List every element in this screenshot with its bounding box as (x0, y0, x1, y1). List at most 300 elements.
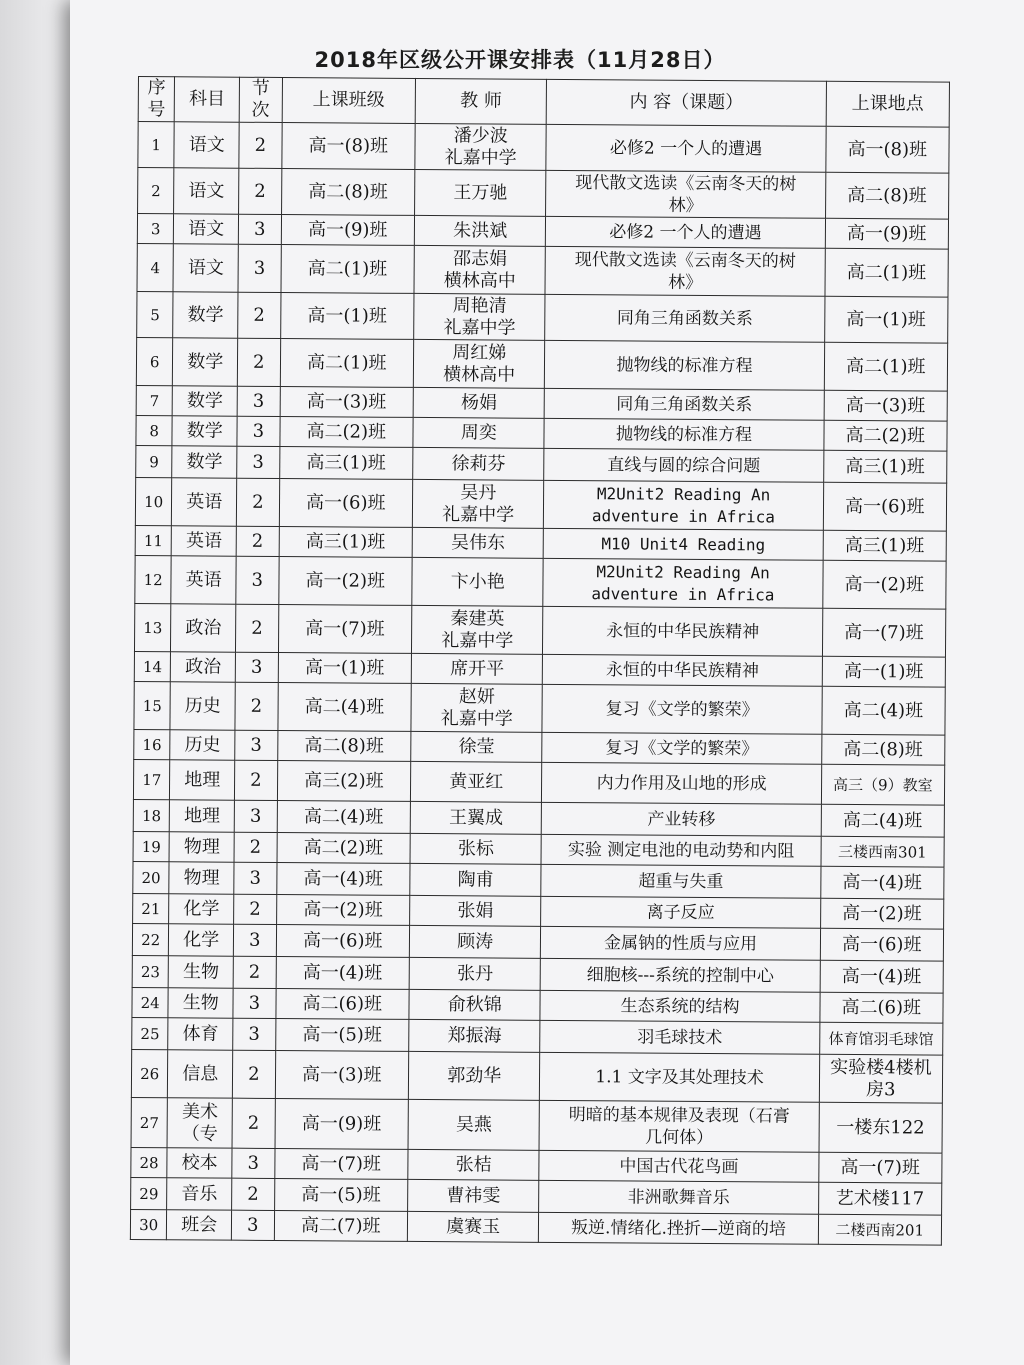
table-row (134, 603, 945, 657)
cell-class (280, 338, 414, 387)
topic-text-line2: adventure in Africa (591, 583, 775, 604)
period-text: 3 (249, 805, 262, 827)
cell-topic (542, 684, 821, 734)
cell-no (134, 729, 171, 759)
period-text: 3 (248, 929, 261, 951)
subject-text: 音乐 (181, 1182, 218, 1205)
cell-class (277, 730, 411, 761)
cell-period (235, 760, 278, 800)
location-text: 高二(1)班 (845, 355, 926, 378)
table-row (138, 122, 949, 174)
cell-subject (172, 446, 237, 478)
cell-topic (541, 864, 820, 898)
teacher-name: 吴燕 (455, 1113, 493, 1135)
cell-class (276, 924, 410, 957)
subject-text: 数学 (187, 350, 224, 373)
topic-text: M2Unit2 Reading An (596, 483, 771, 504)
period-text: 3 (247, 1214, 259, 1236)
cell-class (279, 416, 413, 447)
cell-period (236, 526, 279, 556)
period-text: 3 (248, 1023, 260, 1045)
cell-location (824, 342, 948, 391)
teacher-name: 徐莹 (458, 735, 495, 758)
class-text: 高二(4)班 (303, 805, 384, 828)
period-text: 2 (253, 304, 265, 326)
table-row (137, 291, 948, 343)
class-text: 高二(7)班 (300, 1214, 381, 1237)
subject-text: 生物 (182, 960, 220, 983)
class-text: 高二(2)班 (306, 420, 387, 443)
subject-text: 历史 (184, 733, 221, 756)
teacher-name: 杨娟 (460, 391, 498, 414)
cell-period (232, 1178, 275, 1210)
cell-teacher (412, 557, 544, 606)
cell-topic (541, 958, 820, 992)
row-number: 7 (149, 391, 160, 410)
cell-topic (541, 896, 820, 928)
row-number: 29 (139, 1184, 159, 1203)
cell-topic (546, 170, 825, 218)
class-text: 高一(6)班 (306, 491, 386, 514)
location-text: 高二(8)班 (847, 184, 927, 207)
cell-subject (174, 214, 239, 244)
cell-no (136, 415, 173, 445)
topic-text: 复习《文学的繁荣》 (605, 698, 759, 720)
class-text: 高二(4)班 (304, 695, 385, 718)
cell-class (274, 1148, 408, 1179)
cell-class (279, 446, 413, 479)
class-text: 高一(5)班 (301, 1183, 381, 1206)
teacher-name: 潘少波 (453, 124, 508, 147)
cell-period (232, 1050, 275, 1098)
period-text: 2 (247, 1183, 259, 1205)
header-row (138, 77, 949, 128)
cell-subject (173, 386, 238, 416)
location-text: 高一(6)班 (844, 495, 925, 518)
cell-teacher (411, 731, 543, 762)
topic-text: 金属钠的性质与应用 (603, 932, 758, 954)
topic-text: 必修2 一个人的遭遇 (609, 137, 763, 159)
cell-topic (542, 762, 821, 804)
topic-text-line2: 几何体） (645, 1127, 714, 1148)
topic-text: 抛物线的标准方程 (616, 354, 753, 376)
topic-text: 叛逆.情绪化.挫折—逆商的培 (571, 1217, 786, 1240)
class-text: 高二(6)班 (302, 992, 383, 1015)
cell-period (236, 478, 279, 526)
cell-topic (544, 528, 823, 560)
cell-period (237, 338, 280, 386)
location-text: 高一(4)班 (842, 871, 922, 893)
table-row (135, 477, 946, 531)
teacher-school: 礼嘉中学 (442, 503, 515, 526)
class-text: 高一(2)班 (303, 898, 383, 921)
location-text: 高二(1)班 (846, 261, 927, 284)
cell-topic (544, 448, 823, 482)
cell-period (234, 894, 277, 924)
row-number: 21 (141, 899, 161, 918)
row-number: 14 (142, 657, 163, 676)
row-number: 12 (143, 570, 163, 589)
topic-text: 同角三角函数关系 (616, 307, 753, 329)
class-text: 高一(1)班 (307, 304, 387, 327)
cell-location (820, 960, 944, 993)
cell-teacher (413, 339, 545, 388)
location-text: 高二(8)班 (843, 738, 923, 760)
cell-teacher (415, 169, 547, 216)
cell-topic (542, 802, 821, 836)
cell-location (821, 836, 945, 867)
subject-text: 美术 (181, 1100, 219, 1123)
cell-location (823, 420, 947, 451)
table-row (137, 243, 948, 297)
cell-location (825, 218, 949, 249)
location-text-line2: 房3 (865, 1078, 896, 1100)
period-text: 3 (248, 992, 261, 1014)
cell-no (134, 651, 171, 681)
topic-text: 明暗的基本规律及表现（石膏 (568, 1104, 790, 1127)
cell-subject (168, 1018, 233, 1050)
class-text: 高二(8)班 (308, 180, 388, 203)
cell-subject (168, 1050, 233, 1098)
cell-topic (541, 834, 820, 866)
cell-location (825, 172, 949, 219)
teacher-name: 席开平 (450, 657, 505, 680)
period-text: 3 (251, 569, 264, 591)
period-text: 2 (249, 836, 262, 858)
cell-topic (544, 418, 823, 450)
cell-period (237, 386, 280, 416)
location-text: 体育馆羽毛球馆 (828, 1029, 934, 1049)
cell-teacher (411, 683, 543, 732)
class-text: 高三(1)班 (306, 451, 386, 474)
cell-topic (540, 1020, 819, 1054)
cell-teacher (409, 957, 541, 990)
class-text: 高二(1)班 (307, 257, 388, 280)
row-number: 10 (144, 492, 164, 511)
class-text: 高一(5)班 (302, 1023, 382, 1046)
cell-class (277, 760, 411, 801)
cell-no (134, 603, 171, 651)
teacher-school: 礼嘉中学 (441, 629, 514, 652)
cell-subject (169, 862, 234, 894)
cell-class (275, 1098, 409, 1149)
cell-no (137, 214, 174, 244)
cell-no (131, 1147, 168, 1177)
location-text: 高一(8)班 (847, 138, 928, 161)
location-text: 高二(4)班 (842, 809, 923, 831)
subject-text: 物理 (183, 835, 220, 858)
location-text: 高三(1)班 (845, 455, 925, 478)
topic-text: M2Unit2 Reading An (596, 561, 770, 582)
topic-text: 离子反应 (646, 902, 715, 923)
header-period: 节次 (239, 77, 282, 122)
table-row (133, 759, 944, 805)
cell-location (821, 686, 945, 735)
period-text: 2 (251, 530, 264, 552)
table-row (135, 555, 946, 609)
subject-text: 语文 (188, 179, 225, 202)
topic-text: 复习《文学的繁荣》 (605, 737, 759, 759)
cell-teacher (413, 447, 545, 480)
cell-topic (545, 294, 824, 342)
cell-teacher (410, 863, 542, 896)
period-text: 2 (248, 961, 261, 983)
cell-teacher (407, 1211, 539, 1242)
row-number: 8 (149, 421, 160, 440)
teacher-name: 俞秋锦 (447, 993, 502, 1016)
class-text: 高一(2)班 (305, 569, 386, 592)
cell-class (281, 245, 415, 294)
cell-teacher (413, 387, 545, 418)
teacher-name: 吴丹 (460, 481, 497, 504)
subject-text: 校本 (181, 1151, 218, 1174)
cell-location (822, 656, 946, 687)
cell-topic (541, 926, 820, 960)
cell-location (822, 560, 946, 609)
cell-no (138, 168, 175, 214)
row-number: 23 (140, 962, 161, 981)
topic-text-line2: 林》 (668, 195, 703, 216)
cell-location (823, 530, 947, 561)
cell-period (232, 1098, 275, 1148)
period-text: 2 (253, 351, 265, 373)
cell-location (824, 390, 948, 421)
cell-no (133, 759, 170, 799)
cell-subject (173, 292, 238, 338)
cell-no (131, 1177, 168, 1209)
period-text: 2 (248, 1063, 260, 1085)
table-row (136, 337, 947, 391)
row-number: 27 (139, 1113, 159, 1132)
cell-topic (543, 558, 822, 608)
cell-subject (167, 1210, 232, 1240)
document-title: 2018年区级公开课安排表（11月28日） (314, 48, 726, 72)
period-text: 2 (250, 769, 262, 791)
period-text: 3 (250, 734, 262, 756)
class-text: 高二(1)班 (306, 351, 387, 374)
cell-teacher (408, 1149, 540, 1180)
teacher-name: 郑振海 (447, 1024, 502, 1047)
cell-no (132, 987, 169, 1017)
cell-subject (171, 556, 236, 604)
cell-period (232, 1148, 275, 1178)
cell-topic (545, 388, 824, 420)
period-text: 2 (251, 617, 263, 639)
topic-text: 中国古代花鸟画 (619, 1155, 739, 1177)
cell-teacher (409, 1019, 541, 1052)
row-number: 11 (143, 531, 164, 550)
row-number: 15 (142, 696, 162, 715)
row-number: 26 (140, 1064, 160, 1083)
teacher-school: 礼嘉中学 (444, 146, 517, 169)
location-text: 高三（9）教室 (833, 775, 933, 795)
class-text: 高三(1)班 (305, 530, 386, 553)
teacher-name: 张娟 (457, 899, 494, 922)
subject-text: 数学 (187, 303, 224, 326)
subject-text: 体育 (182, 1022, 219, 1045)
period-text: 2 (252, 491, 264, 513)
cell-period (238, 214, 281, 244)
cell-period (233, 924, 276, 956)
cell-subject (168, 988, 233, 1018)
cell-subject (171, 652, 236, 682)
cell-period (235, 652, 278, 682)
row-number: 4 (150, 258, 161, 277)
teacher-name: 朱洪斌 (453, 219, 508, 242)
cell-location (821, 804, 945, 837)
cell-period (235, 682, 278, 730)
cell-topic (539, 1100, 818, 1152)
subject-text: 语文 (188, 217, 225, 240)
cell-no (131, 1097, 168, 1147)
cell-class (277, 832, 411, 863)
cell-class (281, 123, 415, 170)
cell-subject (170, 760, 235, 800)
location-text: 高二(6)班 (841, 996, 922, 1018)
topic-text: 非洲歌舞音乐 (627, 1186, 730, 1208)
cell-location (824, 296, 948, 343)
cell-teacher (408, 1179, 540, 1212)
cell-topic (545, 246, 824, 296)
cell-no (136, 337, 173, 385)
table-row (131, 1097, 942, 1153)
cell-teacher (409, 989, 541, 1020)
row-number: 25 (140, 1024, 160, 1043)
row-number: 2 (151, 181, 161, 200)
topic-text: 生态系统的结构 (620, 995, 740, 1017)
cell-teacher (414, 215, 546, 246)
period-text: 3 (252, 451, 264, 473)
cell-subject (173, 338, 238, 386)
cell-location (820, 866, 944, 899)
cell-subject (170, 730, 235, 760)
topic-text-line2: adventure in Africa (591, 505, 776, 526)
cell-topic (540, 990, 819, 1022)
teacher-name: 顾涛 (457, 930, 494, 953)
cell-location (819, 1102, 943, 1153)
period-text: 2 (254, 180, 266, 202)
row-number: 5 (150, 305, 160, 324)
cell-period (238, 244, 281, 292)
teacher-name: 周艳清 (452, 294, 507, 317)
location-text: 高二(4)班 (843, 699, 924, 721)
subject-text: 化学 (183, 928, 220, 951)
teacher-name: 曹祎雯 (446, 1184, 501, 1207)
cell-subject (172, 416, 237, 446)
location-text: 高一(1)班 (843, 660, 924, 682)
cell-no (136, 445, 173, 477)
subject-text: 信息 (182, 1062, 219, 1085)
topic-text: 永恒的中华民族精神 (606, 620, 760, 642)
teacher-name: 吴伟东 (450, 531, 506, 554)
teacher-name: 卞小艳 (450, 570, 505, 593)
class-text: 高一(9)班 (301, 1112, 382, 1135)
cell-period (237, 446, 280, 478)
table-row (134, 681, 945, 735)
cell-no (133, 799, 170, 831)
class-text: 高二(2)班 (303, 836, 384, 859)
class-text: 高一(7)班 (305, 617, 385, 640)
topic-text-line2: 林》 (668, 272, 703, 293)
cell-no (133, 831, 170, 861)
cell-class (275, 1018, 409, 1051)
cell-class (281, 169, 415, 216)
subject-text: 数学 (186, 419, 223, 442)
row-number: 1 (151, 135, 162, 154)
period-text: 2 (249, 898, 261, 920)
table-row (138, 168, 949, 220)
row-number: 6 (149, 352, 160, 371)
cell-teacher (415, 123, 547, 170)
cell-no (133, 861, 170, 893)
cell-subject (172, 526, 237, 556)
teacher-name: 王万驰 (453, 181, 508, 204)
cell-topic (539, 1212, 818, 1244)
cell-teacher (410, 895, 542, 926)
row-number: 18 (141, 806, 162, 825)
topic-text: 现代散文选读《云南冬天的树 (575, 172, 797, 195)
cell-subject (174, 122, 239, 168)
topic-text: 细胞核---系统的控制中心 (586, 964, 774, 986)
class-text: 高二(8)班 (304, 734, 384, 757)
row-number: 30 (139, 1215, 159, 1234)
period-text: 3 (252, 390, 265, 412)
subject-text: 物理 (183, 866, 220, 889)
subject-text: 数学 (186, 389, 224, 412)
period-text: 3 (253, 218, 266, 240)
cell-subject (173, 244, 238, 292)
cell-class (276, 894, 410, 925)
cell-subject (167, 1178, 232, 1210)
cell-teacher (410, 761, 542, 802)
subject-text: 班会 (181, 1213, 218, 1236)
topic-text: 永恒的中华民族精神 (605, 659, 759, 681)
class-text: 高三(2)班 (304, 769, 384, 792)
cell-no (138, 122, 175, 168)
subject-text: 英语 (186, 490, 223, 513)
teacher-name: 张桔 (455, 1153, 492, 1175)
period-text: 3 (250, 656, 263, 678)
topic-text: 同角三角函数关系 (616, 393, 753, 415)
cell-topic (540, 1052, 819, 1102)
row-number: 19 (141, 837, 161, 856)
subject-text: 地理 (184, 804, 221, 827)
cell-no (135, 477, 172, 525)
row-number: 20 (141, 868, 161, 887)
class-text: 高一(3)班 (306, 390, 387, 413)
teacher-school: 礼嘉中学 (440, 707, 513, 730)
subject-text: 政治 (185, 616, 222, 639)
class-text: 高一(7)班 (301, 1152, 382, 1175)
topic-text: 超重与失重 (638, 871, 724, 892)
subject-text: 生物 (182, 991, 219, 1014)
class-text: 高一(4)班 (303, 867, 384, 890)
cell-period (231, 1210, 274, 1240)
teacher-school: 横林高中 (443, 269, 516, 292)
cell-class (280, 293, 414, 340)
teacher-name: 周红娣 (452, 341, 507, 364)
header-teacher: 教 师 (415, 78, 547, 124)
row-number: 17 (142, 770, 162, 789)
cell-class (281, 215, 415, 246)
teacher-name: 虞赛玉 (446, 1215, 501, 1238)
cell-topic (546, 216, 825, 248)
teacher-name: 王翼成 (449, 806, 504, 829)
subject-text: 英语 (185, 529, 223, 552)
cell-topic (539, 1180, 818, 1214)
teacher-name: 张丹 (456, 962, 494, 984)
cell-no (132, 923, 169, 955)
